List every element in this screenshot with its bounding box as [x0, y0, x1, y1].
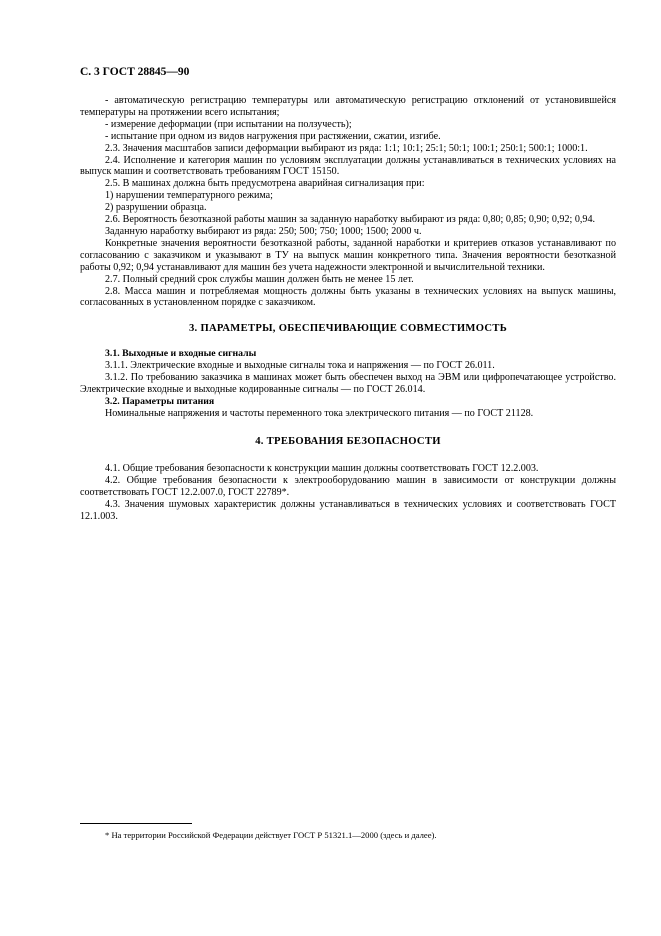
subsection-3-2-title: 3.2. Параметры питания: [105, 396, 215, 408]
paragraph: Заданную наработку выбирают из ряда: 250; 500; 750; 1000; 1500; 2000 ч.: [105, 225, 422, 237]
paragraph-2-4: 2.4. Исполнение и категория машин по условиям эксплуатации должны устанавливаться в технических условиях на выпуск машин и соответствовать требованиям ГОСТ 15150.: [80, 154, 616, 178]
page-header: С. 3 ГОСТ 28845—90: [80, 66, 190, 78]
paragraph: - измерение деформации (при испытании на ползучесть);: [105, 118, 352, 130]
footnote-rule: [80, 823, 192, 824]
subsection-3-1-title: 3.1. Выходные и входные сигналы: [105, 348, 257, 360]
paragraph-2-3: 2.3. Значения масштабов записи деформации выбирают из ряда: 1:1; 10:1; 25:1; 50:1; 100:1; 250:1; 500:1; 1000:1.: [105, 142, 588, 154]
paragraph-3-1-2: 3.1.2. По требованию заказчика в машинах может быть обеспечен выход на ЭВМ или цифропечатающее устройство. Электрические входные и выходные кодированные сигналы — по ГОСТ 26.014.: [80, 372, 616, 396]
paragraph-3-2: Номинальные напряжения и частоты переменного тока электрического питания — по ГОСТ 21128.: [105, 408, 534, 420]
paragraph-2-8: 2.8. Масса машин и потребляемая мощность должны быть указаны в технических условиях на выпуск машины, согласованных в установленном порядке с заказчиком.: [80, 285, 616, 309]
paragraph-4-2: 4.2. Общие требования безопасности к электрооборудованию машин в зависимости от конструкции должны соответствовать ГОСТ 12.2.007.0, ГОСТ 22789*.: [80, 474, 616, 498]
section-3-title: 3. ПАРАМЕТРЫ, ОБЕСПЕЧИВАЮЩИЕ СОВМЕСТИМОСТЬ: [188, 323, 508, 335]
paragraph-4-3: 4.3. Значения шумовых характеристик должны устанавливаться в технических условиях и соответствовать ГОСТ 12.1.003.: [80, 498, 616, 522]
footnote: * На территории Российской Федерации действует ГОСТ Р 51321.1—2000 (здесь и далее).: [105, 830, 437, 840]
paragraph-2-6: 2.6. Вероятность безотказной работы машин за заданную наработку выбирают из ряда: 0,80; 0,85; 0,90; 0,92; 0,94.: [105, 214, 596, 226]
paragraph-3-1-1: 3.1.1. Электрические входные и выходные сигналы тока и напряжения — по ГОСТ 26.011.: [105, 360, 495, 372]
paragraph-2-5: 2.5. В машинах должна быть предусмотрена аварийная сигнализация при:: [105, 178, 425, 190]
paragraph-2-7: 2.7. Полный средний срок службы машин должен быть не менее 15 лет.: [105, 273, 414, 285]
section-4-title: 4. ТРЕБОВАНИЯ БЕЗОПАСНОСТИ: [255, 435, 441, 447]
paragraph: - автоматическую регистрацию температуры или автоматическую регистрацию отклонений от установившейся температуры на протяжении всего испытания;: [80, 95, 616, 118]
list-item: 1) нарушении температурного режима;: [105, 190, 273, 202]
list-item: 2) разрушении образца.: [105, 202, 207, 214]
paragraph-4-1: 4.1. Общие требования безопасности к конструкции машин должны соответствовать ГОСТ 12.2.003.: [105, 462, 539, 474]
paragraph: - испытание при одном из видов нагружения при растяжении, сжатии, изгибе.: [105, 130, 441, 142]
paragraph: Конкретные значения вероятности безотказной работы, заданной наработки и критериев отказов устанавливают по согласованию с заказчиком и указывают в ТУ на выпуск машин конкретного типа. Значения вероятности безотказной работы 0,92; 0,94 устанавливают для машин без учета надежности электронной и вычислительной техники.: [80, 237, 616, 273]
page-body: [80, 66, 616, 522]
